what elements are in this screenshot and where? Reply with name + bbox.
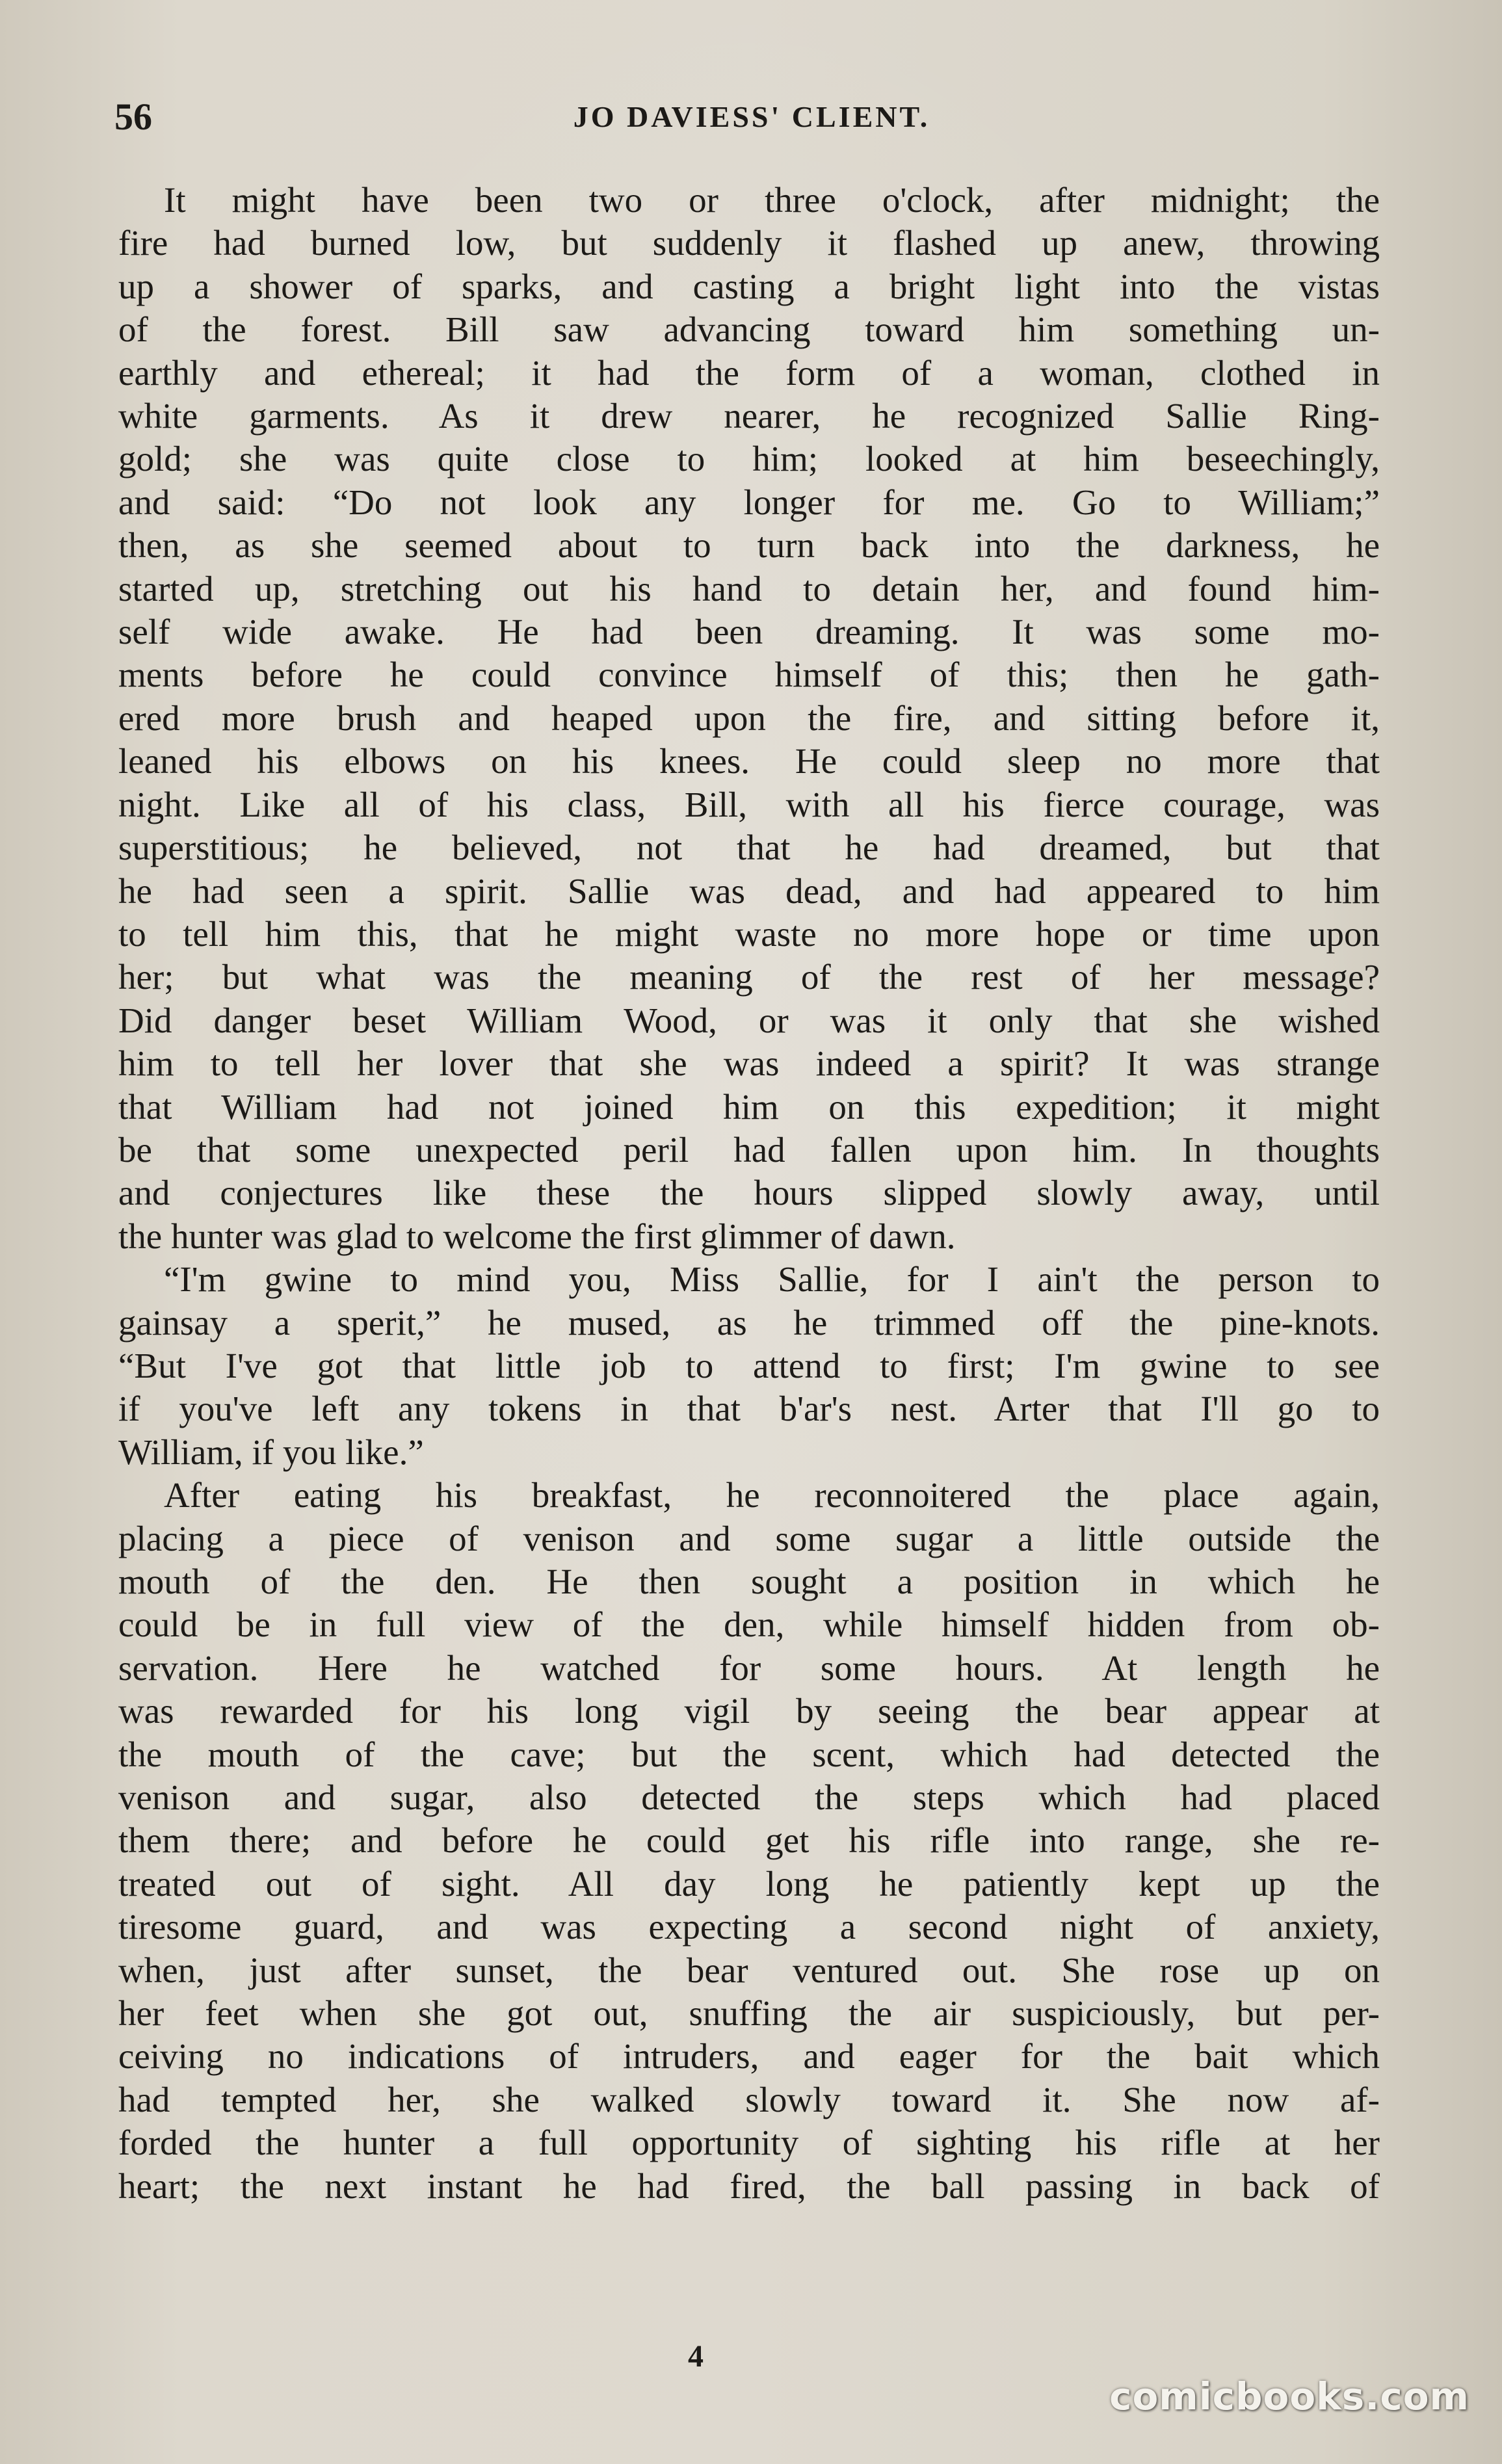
text-line: After eating his breakfast, he reconnoitered the place again,: [164, 1475, 1380, 1515]
text-line: them there; and before he could get his rifle into range, she re-: [118, 1820, 1380, 1861]
page-number: 56: [114, 96, 152, 138]
text-line: and said: “Do not look any longer for me. Go to William;”: [118, 482, 1380, 522]
text-line: started up, stretching out his hand to detain her, and found him-: [118, 568, 1380, 609]
text-line: heart; the next instant he had fired, the ball passing in back of: [118, 2166, 1380, 2206]
text-line: the hunter was glad to welcome the first glimmer of dawn.: [118, 1216, 956, 1256]
text-line: William, if you like.”: [118, 1432, 424, 1472]
paragraph-2: [118, 1258, 1380, 1474]
text-line: had tempted her, she walked slowly toward it. She now af-: [118, 2079, 1380, 2119]
text-line: to tell him this, that he might waste no more hope or time upon: [118, 913, 1380, 954]
paragraph-3: [118, 1474, 1380, 2208]
text-line: venison and sugar, also detected the steps which had placed: [118, 1777, 1380, 1818]
text-line: ered more brush and heaped upon the fire, and sitting before it,: [118, 698, 1380, 738]
text-line: be that some unexpected peril had fallen upon him. In thoughts: [118, 1129, 1380, 1170]
text-line: her feet when she got out, snuffing the air suspiciously, but per-: [118, 1993, 1380, 2034]
text-line: could be in full view of the den, while himself hidden from ob-: [118, 1605, 1380, 1645]
text-line: and conjectures like these the hours slipped slowly away, until: [118, 1173, 1380, 1213]
text-line: tiresome guard, and was expecting a second night of anxiety,: [118, 1907, 1380, 1947]
paragraph-1: [118, 179, 1380, 1258]
text-line: forded the hunter a full opportunity of sighting his rifle at her: [118, 2123, 1380, 2163]
text-line: treated out of sight. All day long he patiently kept up the: [118, 1863, 1380, 1904]
text-line: leaned his elbows on his knees. He could sleep no more that: [118, 741, 1380, 781]
text-line: night. Like all of his class, Bill, with all his fierce courage, was: [118, 784, 1380, 824]
text-line: mouth of the den. He then sought a position in which he: [118, 1562, 1380, 1601]
text-line: him to tell her lover that she was indeed a spirit? It was strange: [118, 1043, 1380, 1084]
text-line: of the forest. Bill saw advancing toward him something un-: [118, 309, 1380, 350]
text-line: he had seen a spirit. Sallie was dead, and had appeared to him: [118, 871, 1380, 911]
text-line: superstitious; he believed, not that he had dreamed, but that: [118, 828, 1380, 868]
text-line: gold; she was quite close to him; looked at him beseechingly,: [118, 439, 1380, 479]
text-line: was rewarded for his long vigil by seeing the bear appear at: [118, 1691, 1380, 1731]
text-line: “But I've got that little job to attend to first; I'm gwine to see: [118, 1345, 1380, 1385]
text-line: servation. Here he watched for some hours. At length he: [118, 1647, 1380, 1688]
site-watermark: comicbooks.com: [1109, 2374, 1469, 2418]
text-line: up a shower of sparks, and casting a bright light into the vistas: [118, 266, 1380, 306]
text-line: her; but what was the meaning of the rest of her message?: [118, 957, 1380, 997]
text-line: Did danger beset William Wood, or was it only that she wished: [118, 1000, 1380, 1040]
text-line: when, just after sunset, the bear ventured out. She rose up on: [118, 1950, 1380, 1990]
signature-mark: 4: [688, 2339, 704, 2374]
text-line: gainsay a sperit,” he mused, as he trimmed off the pine-knots.: [118, 1302, 1380, 1343]
running-head: JO DAVIESS' CLIENT.: [573, 100, 930, 133]
text-line: ments before he could convince himself of this; then he gath-: [118, 655, 1380, 695]
text-line: the mouth of the cave; but the scent, which had detected the: [118, 1734, 1380, 1774]
text-line: placing a piece of venison and some sugar a little outside the: [118, 1518, 1380, 1558]
text-line: that William had not joined him on this expedition; it might: [118, 1086, 1380, 1127]
text-line: earthly and ethereal; it had the form of a woman, clothed in: [118, 352, 1380, 393]
text-line: white garments. As it drew nearer, he recognized Sallie Ring-: [118, 396, 1380, 436]
body-text: [118, 179, 1380, 2208]
text-line: then, as she seemed about to turn back into the darkness, he: [118, 525, 1380, 566]
text-line: self wide awake. He had been dreaming. It was some mo-: [118, 612, 1380, 652]
page-header: [114, 91, 1389, 143]
text-line: “I'm gwine to mind you, Miss Sallie, for I ain't the person to: [164, 1259, 1380, 1300]
text-line: ceiving no indications of intruders, and eager for the bait which: [118, 2036, 1380, 2077]
text-line: It might have been two or three o'clock, after midnight; the: [164, 180, 1380, 220]
text-line: if you've left any tokens in that b'ar's nest. Arter that I'll go to: [118, 1389, 1380, 1429]
text-line: fire had burned low, but suddenly it flashed up anew, throwing: [118, 223, 1380, 263]
